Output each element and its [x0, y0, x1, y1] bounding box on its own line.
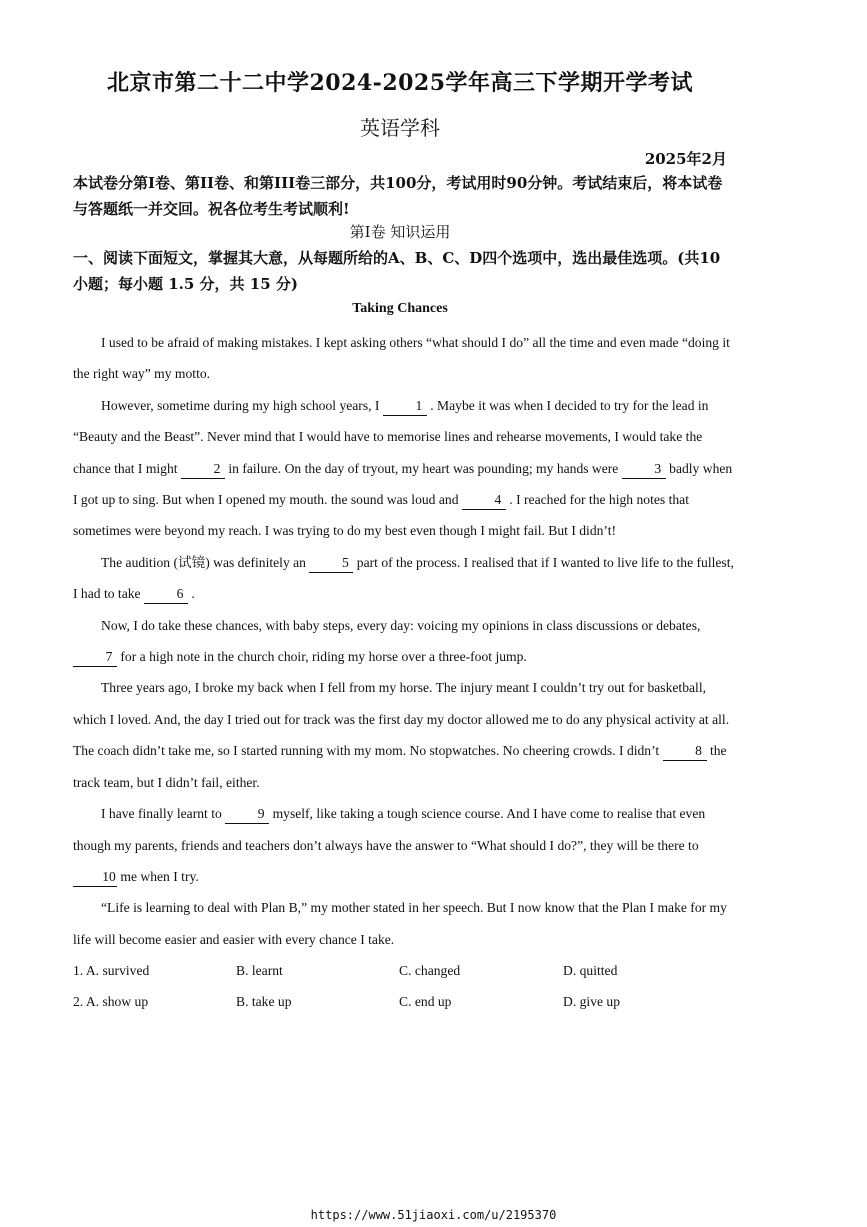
blank-1: 1: [383, 397, 427, 416]
subject-heading: 英语学科: [360, 116, 440, 140]
blank-9: 9: [225, 805, 269, 824]
section-heading: 第I卷 知识运用: [349, 223, 451, 241]
text-segment: Three years ago, I broke my back when I fell from my horse. The injury meant I couldn’t try out for basketball, which I loved. And, the day I tried out for track was the first day my doctor allowed me to do any physical activity at all. The coach didn’t take me, so I started running with my mom. No stopwatches. No cheering crowds. I didn’t: [73, 680, 730, 759]
text-segment: I have finally learnt to: [101, 806, 226, 822]
text-segment: .: [187, 586, 195, 602]
paragraph-4: [73, 610, 737, 673]
exam-date: 2025年2月: [644, 150, 727, 168]
text-segment: . Maybe it was when I decided to try for the lead in “Beauty and the Beast”. Never mind that I would have to memorise lines and rehearse movements, I would take the chance that I might: [73, 397, 709, 476]
answer-options: [73, 955, 733, 1018]
blank-2: 2: [181, 460, 225, 479]
option-1c: C. changed: [399, 963, 461, 978]
paragraph-5: [73, 672, 737, 798]
blank-8: 8: [663, 742, 707, 761]
text-segment: me when I try.: [117, 868, 199, 884]
text-segment: the track team, but I didn’t fail, either.: [73, 743, 727, 790]
paragraph-7: “Life is learning to deal with Plan B,” my mother stated in her speech. But I now know that the Plan I make for my life will become easier and easier with every chance I take.: [73, 900, 727, 947]
exam-title: 北京市第二十二中学2024-2025学年高三下学期开学考试: [106, 70, 694, 96]
passage-body: [73, 327, 737, 955]
option-2c: C. end up: [399, 994, 452, 1010]
blank-5: 5: [309, 554, 353, 573]
exam-intro: 本试卷分第I卷、第II卷、和第III卷三部分，共100分，考试用时90分钟。考试结束后，将本试卷与答题纸一并交回。祝各位考生考试顺利!: [73, 174, 723, 218]
text-segment: . I reached for the high notes that sometimes were beyond my reach. I was trying to do my best even though I might fail. But I didn’t!: [73, 492, 689, 539]
option-2b: B. take up: [236, 994, 292, 1010]
paragraph-3: [73, 547, 737, 610]
passage-title: Taking Chances: [352, 301, 448, 316]
text-segment: The audition (试镜) was definitely an: [101, 554, 310, 570]
text-segment: Now, I do take these chances, with baby steps, every day: voicing my opinions in class discussions or debates,: [101, 617, 701, 633]
paragraph-1: I used to be afraid of making mistakes. I kept asking others “what should I do” all the time and even made “doing it the right way” my motto.: [73, 335, 730, 382]
blank-7: 7: [73, 648, 117, 667]
question-1-options: [73, 955, 733, 986]
option-1a: 1. A. survived: [73, 963, 150, 978]
blank-3: 3: [622, 460, 666, 479]
text-segment: part of the process. I realised that if I wanted to live life to the fullest, I had to take: [73, 554, 734, 602]
blank-10: 10: [73, 868, 117, 887]
text-segment: for a high note in the church choir, riding my horse over a three-foot jump.: [117, 649, 527, 665]
footer-url[interactable]: https://www.51jiaoxi.com/u/2195370: [310, 1208, 557, 1222]
blank-4: 4: [462, 491, 506, 510]
option-2a: 2. A. show up: [73, 994, 149, 1010]
question-2-options: [73, 986, 733, 1017]
option-2d: D. give up: [563, 994, 621, 1010]
paragraph-6: [73, 798, 737, 892]
text-segment: in failure. On the day of tryout, my heart was pounding; my hands were: [224, 460, 622, 476]
option-1b: B. learnt: [236, 963, 283, 978]
paragraph-2: [73, 390, 737, 547]
text-segment: myself, like taking a tough science course. And I have come to realise that even though my parents, friends and teachers don’t always have the answer to “What should I do?”, they will be there to: [73, 806, 706, 853]
section-instruction: 一、阅读下面短文，掌握其大意，从每题所给的A、B、C、D四个选项中，选出最佳选项。(共10小题；每小题 1.5 分，共 15 分): [73, 249, 721, 293]
blank-6: 6: [144, 585, 188, 604]
option-1d: D. quitted: [563, 963, 618, 978]
text-segment: badly when I got up to sing. But when I opened my mouth. the sound was loud and: [73, 460, 733, 508]
text-segment: However, sometime during my high school years, I: [101, 397, 383, 413]
